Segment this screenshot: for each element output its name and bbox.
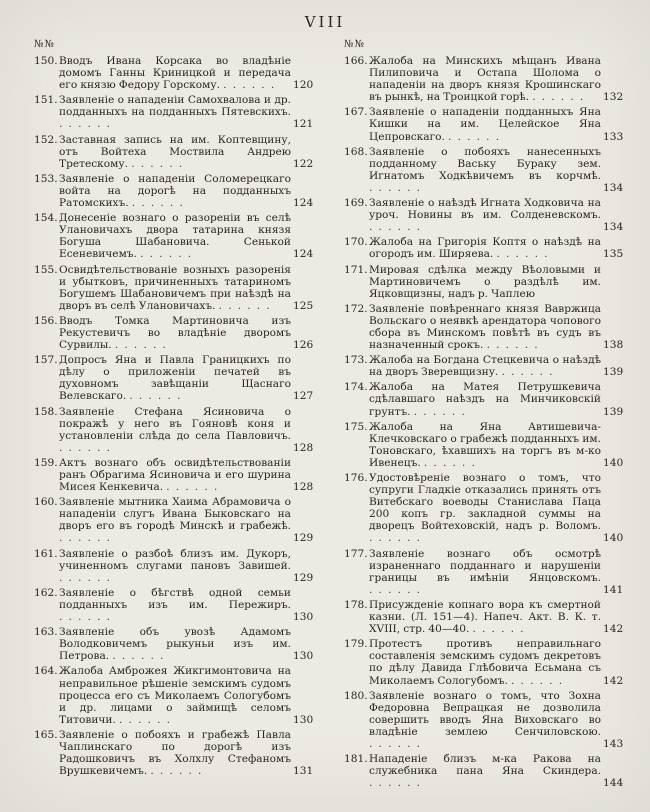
entry-title: Жалоба на Минскихъ мѣщанъ Ивана Пилиповича и Остапа Шолома о нападеніи на дворъ князя Крошинскаго въ рынкѣ, на Троицкой горѣ.	[369, 55, 601, 104]
dot-leader: . . . . . .	[448, 130, 501, 143]
entry-title: Мировая сдѣлка между Вѣоловыми и Мартиновичемъ о раздѣлѣ им. Яцковщизны, надъ р. Чаплею	[369, 263, 601, 300]
entry-title: Заявленіе повѣреннаго князя Вавржица Вольскаго о неявкѣ арендатора чопового сбора въ Минскомъ повѣтѣ въ судъ въ назначенный срокъ.	[369, 302, 601, 352]
entry-number: 170.	[344, 236, 368, 249]
entry-title: Заявленіе о наѣздѣ Игната Ходковича на уроч. Новины въ им. Солденевскомъ.	[369, 197, 601, 222]
entry-title: Допросъ Яна и Павла Границкихъ по дѣлу о приложеніи печатей въ духовномъ завѣщаніи Щаснаго Велевскаго.	[59, 354, 291, 403]
toc-entry: 180.Заявленіе вознаго о томъ, что Зохна Федоровна Вепрацкая не дозволила совершить вводъ Яна Виховскаго во владѣніе землею Сенчиловскою. . . . . . . 143	[344, 689, 624, 750]
entry-number: 158.	[34, 405, 58, 418]
toc-entry: 170.Жалоба на Григорія Коптя о наѣздѣ на огородъ им. Ширяева. . . . . . . 135	[344, 236, 624, 261]
dot-leader: . . . . . .	[532, 91, 585, 104]
dot-leader: . . . . . .	[59, 571, 112, 584]
toc-entry: 173.Жалоба на Богдана Стецкевича о наѣздѣ на дворъ Зверевщизну. . . . . . . 139	[344, 354, 624, 379]
toc-entry: 179.Протестъ противъ неправильнаго составленія земскимъ судомъ декретовъ по дѣлу Давида Глѣбовича Есьмана съ Миколаемъ Сологубомъ. . . . . . . 142	[344, 638, 624, 687]
entry-title: Заявленіе о побояхъ и грабежѣ Павла Чаплинскаго по дорогѣ изъ Радошковичъ въ Холхлу Стефаномъ Врушкевичемъ.	[59, 728, 291, 778]
entry-number: 165.	[34, 728, 58, 741]
toc-entry: 181.Нападеніе близъ м-ка Ракова на служебника пана Яна Скиндера. . . . . . . 144	[344, 753, 624, 790]
dot-leader: . . . . . .	[114, 339, 168, 352]
entry-number: 154.	[34, 212, 58, 225]
dot-leader: . . . . . .	[369, 583, 422, 596]
entry-title: Жалоба на Богдана Стецкевича о наѣздѣ на дворъ Зверевщизну.	[369, 354, 601, 379]
entry-title: Актъ вознаго объ освидѣтельствованіи ранъ Обрагима Ясиновича и его шурина Мисея Кенкевича.	[59, 456, 291, 494]
entry-title: Заявленіе о нападеніи Соломерецкаго войта на дорогѣ на подданныхъ Ратомскихъ.	[59, 172, 291, 210]
entry-number: 160.	[34, 496, 58, 509]
dot-leader: . . . . . .	[369, 181, 422, 194]
dot-leader: . . . . . .	[59, 118, 112, 131]
entry-title: Вводъ Ивана Корсака во владѣніе домомъ Ганны Криницкой и передача его князю Федору Горскому.	[59, 55, 291, 92]
entry-title: Донесеніе вознаго о разореніи въ селѣ Улановичахъ двора татарина князя Богуша Шабановича. Сенькой Есеневичемъ.	[59, 212, 291, 261]
entry-title: Удостовѣреніе вознаго о томъ, что супруги Гладкіе отказались принять отъ Витебскаго воеводы Станислава Паца 200 копъ гр. закладной суммы на дворецъ Войтеховскій, надъ р. Воломъ.	[369, 472, 601, 533]
dot-leader: . . . . . .	[131, 157, 184, 170]
entry-number: 157.	[34, 354, 58, 367]
entry-title: Заявленіе объ увозѣ Адамомъ Володковичемъ рыкуньи изъ им. Петрова.	[59, 626, 291, 663]
toc-entry: 154.Донесеніе вознаго о разореніи въ селѣ Улановичахъ двора татарина князя Богуша Шабановича. Сенькой Есеневичемъ. . . . . . . 124	[34, 212, 314, 261]
dot-leader: . . . . . .	[369, 221, 422, 234]
toc-entry: 160.Заявленіе мытника Хаима Абрамовича о нападеніи слугъ Ивана Быковскаго на дворъ его въ городѣ Минскѣ и грабежѣ. . . . . . . 129	[34, 496, 314, 545]
toc-entry: 162.Заявленіе о бѣгствѣ одной семьи подданныхъ изъ им. Пережиръ. . . . . . . 130	[34, 586, 314, 624]
toc-entry: 152.Заставная запись на им. Коптевщину, отъ Войтеха Моствила Андрею Третескому. . . . . . . 122	[34, 133, 314, 170]
dot-leader: . . . . . .	[369, 737, 422, 750]
toc-entry: 153.Заявленіе о нападеніи Соломерецкаго войта на дорогѣ на подданныхъ Ратомскихъ. . . . . . . 124	[34, 172, 314, 210]
entry-number: 156.	[34, 314, 58, 327]
entry-number: 174.	[344, 381, 368, 394]
toc-entry: 166.Жалоба на Минскихъ мѣщанъ Ивана Пилиповича и Остапа Шолома о нападеніи на дворъ князя Крошинскаго въ рынкѣ, на Троицкой горѣ. . . . . . . 132	[344, 55, 624, 104]
numbers-column-header-left: №№	[34, 39, 55, 50]
toc-columns	[0, 31, 650, 792]
toc-entry	[344, 264, 628, 300]
toc-entry: 159.Актъ вознаго объ освидѣтельствованіи ранъ Обрагима Ясиновича и его шурина Мисея Кенкевича. . . . . . . 128	[34, 456, 314, 494]
toc-entry: 164.Жалоба Амброжея Жикгимонтовича на неправильное рѣшеніе земскимъ судомъ процесса его съ Миколаемъ Сологубомъ и др. лицами о займищѣ селомъ Титовичи. . . . . . . 130	[34, 665, 314, 726]
page-number-roman: VIII	[304, 13, 346, 31]
toc-entries-right	[344, 55, 628, 789]
entry-number: 167.	[344, 106, 368, 119]
dot-leader: . . . . . .	[496, 248, 549, 261]
dot-leader: . . . . . .	[59, 532, 112, 545]
entry-number: 173.	[344, 354, 368, 367]
entry-title: Жалоба на Матея Петрушкевича сдѣлавшаго наѣздъ на Минчиковскій грунтъ.	[369, 381, 601, 418]
dot-leader: . . . . . .	[511, 674, 564, 687]
entry-title: Заявленіе вознаго объ осмотрѣ израненнаго подданнаго и нарушеніи границы въ имѣніи Янцовскомъ.	[369, 547, 601, 584]
toc-entry: 165.Заявленіе о побояхъ и грабежѣ Павла Чаплинскаго по дорогѣ изъ Радошковичъ въ Холхлу Стефаномъ Врушкевичемъ. . . . . . . 131	[34, 728, 314, 778]
dot-leader: . . . . . .	[413, 405, 467, 418]
toc-entry: 178.Присужденіе копнаго вора къ смертной казни. (Л. 151—4). Напеч. Акт. В. К. т. XVIII, стр. 40—40. . . . . . . 142	[344, 598, 624, 636]
dot-leader: . . . . . .	[486, 339, 540, 352]
toc-entry: 177.Заявленіе вознаго объ осмотрѣ израненнаго подданнаго и нарушеніи границы въ имѣніи Янцовскомъ. . . . . . . 141	[344, 547, 624, 596]
entry-number: 164.	[34, 665, 58, 678]
toc-entry: 161.Заявленіе о разбоѣ близъ им. Дукоръ, учиненномъ слугами пановъ Завишей. . . . . . . 129	[34, 547, 314, 584]
entry-number: 181.	[344, 753, 368, 766]
dot-leader: . . . . . .	[223, 79, 276, 92]
dot-leader: . . . . . .	[131, 197, 185, 210]
entry-number: 179.	[344, 638, 368, 651]
entry-title: Заявленіе о разбоѣ близъ им. Дукоръ, учиненномъ слугами пановъ Завишей.	[59, 547, 291, 572]
entry-title: Заявленіе о побояхъ нанесенныхъ подданному Ваську Бураку зем. Игнатомъ Ходкѣвичемъ въ корчмѣ.	[369, 145, 601, 182]
entry-title: Заявленіе о нападеніи подданныхъ Яна Кишки на им. Целейское Яна Цепровскаго.	[369, 106, 601, 143]
dot-leader: . . . . . .	[59, 611, 112, 624]
entry-title: Протестъ противъ неправильнаго составленія земскимъ судомъ декретовъ по дѣлу Давида Глѣбовича Есьмана съ Миколаемъ Сологубомъ.	[369, 638, 601, 687]
toc-entry: 158.Заявленіе Стефана Ясиновича о покражѣ у него въ Гояновѣ коня и установленіи слѣда до села Павловичъ. . . . . . . 128	[34, 405, 314, 454]
toc-entry: 169.Заявленіе о наѣздѣ Игната Ходковича на уроч. Новины въ им. Солденевскомъ. . . . . . . 134	[344, 197, 624, 234]
entry-number: 166.	[344, 55, 368, 67]
entry-number: 180.	[344, 689, 368, 702]
dot-leader: . . . . . .	[112, 650, 165, 663]
dot-leader: . . . . . .	[369, 777, 422, 790]
entry-number: 159.	[34, 456, 58, 469]
entry-number: 171.	[344, 263, 368, 276]
entry-title: Освидѣтельствованіе возныхъ разоренія и убытковъ, причиненныхъ татариномъ Богушемъ Шабановичемъ при наѣздѣ на дворъ въ селѣ Улановичахъ.	[59, 263, 291, 312]
toc-entry: 168.Заявленіе о побояхъ нанесенныхъ подданному Ваську Бураку зем. Игнатомъ Ходкѣвичемъ въ корчмѣ. . . . . . . 134	[344, 145, 624, 194]
entry-number: 162.	[34, 586, 58, 599]
dot-leader: . . . . . .	[129, 390, 182, 403]
dot-leader: . . . . . .	[119, 713, 172, 726]
dot-leader: . . . . . .	[150, 765, 203, 778]
entry-title: Заявленіе Стефана Ясиновича о покражѣ у него въ Гояновѣ коня и установленіи слѣда до села Павловичъ.	[59, 405, 291, 442]
entry-number: 152.	[34, 133, 58, 146]
entry-number: 169.	[344, 197, 368, 210]
entry-number: 168.	[344, 145, 368, 158]
toc-entry: 167.Заявленіе о нападеніи подданныхъ Яна Кишки на им. Целейское Яна Цепровскаго. . . . . . . 133	[344, 106, 624, 143]
toc-entry: 176.Удостовѣреніе вознаго о томъ, что супруги Гладкіе отказались принять отъ Витебскаго воеводы Станислава Паца 200 копъ гр. закладной суммы на дворецъ Войтеховскій, надъ р. Воломъ. . . . . . . 140	[344, 472, 624, 545]
toc-entry: 157.Допросъ Яна и Павла Границкихъ по дѣлу о приложеніи печатей въ духовномъ завѣщаніи Щаснаго Велевскаго. . . . . . . 127	[34, 354, 314, 403]
entry-number: 155.	[34, 263, 58, 276]
toc-column-right	[344, 39, 628, 792]
toc-entry: 172.Заявленіе повѣреннаго князя Вавржица Вольскаго о неявкѣ арендатора чопового сбора въ Минскомъ повѣтѣ въ судъ въ назначенный срокъ. . . . . . . 138	[344, 302, 624, 352]
entry-title: Жалоба на Григорія Коптя о наѣздѣ на огородъ им. Ширяева.	[369, 236, 601, 261]
toc-entry: 150.Вводъ Ивана Корсака во владѣніе домомъ Ганны Криницкой и передача его князю Федору Горскому. . . . . . . 120	[34, 55, 314, 92]
toc-entries-left	[34, 55, 318, 777]
dot-leader: . . . . . .	[59, 441, 112, 454]
dot-leader: . . . . . .	[472, 623, 526, 636]
entry-number: 176.	[344, 472, 368, 484]
toc-entry: 163.Заявленіе объ увозѣ Адамомъ Володковичемъ рыкуньи изъ им. Петрова. . . . . . . 130	[34, 626, 314, 663]
entry-title: Заявленіе мытника Хаима Абрамовича о нападеніи слугъ Ивана Быковскаго на дворъ его въ городѣ Минскѣ и грабежѣ.	[59, 496, 291, 533]
entry-number: 177.	[344, 547, 368, 560]
entry-title: Заявленіе о нападеніи Самохвалова и др. подданныхъ на подданныхъ Пятевскихъ.	[59, 94, 291, 119]
entry-title: Жалоба на Яна Автишевича-Клечковскаго о грабежѣ подданныхъ им. Тоновскаго, ѣхавшихъ на торгъ въ м-ко Ивенецъ.	[369, 420, 601, 469]
toc-column-left	[34, 39, 318, 792]
numbers-column-header-right: №№	[344, 39, 365, 50]
dot-leader: . . . . . .	[501, 366, 555, 379]
entry-number: 161.	[34, 547, 58, 560]
entry-number: 172.	[344, 302, 368, 315]
toc-entry: 156.Вводъ Томка Мартиновича изъ Рекустевичъ во владѣніе дворомъ Сурвилы. . . . . . . 126	[34, 314, 314, 352]
entry-number: 150.	[34, 55, 58, 67]
entry-title: Присужденіе копнаго вора къ смертной казни. (Л. 151—4). Напеч. Акт. В. К. т. XVIII, стр. 40—40.	[369, 598, 601, 636]
dot-leader: . . . . . .	[140, 248, 193, 261]
entry-title: Нападеніе близъ м-ка Ракова на служебника пана Яна Скиндера.	[369, 753, 601, 778]
dot-leader: . . . . . .	[369, 532, 422, 545]
toc-entry: 174.Жалоба на Матея Петрушкевича сдѣлавшаго наѣздъ на Минчиковскій грунтъ. . . . . . . 139	[344, 381, 624, 418]
entry-number: 153.	[34, 172, 58, 185]
toc-entry: 155.Освидѣтельствованіе возныхъ разоренія и убытковъ, причиненныхъ татариномъ Богушемъ Шабановичемъ при наѣздѣ на дворъ въ селѣ Улановичахъ. . . . . . . 125	[34, 263, 314, 312]
entry-title: Заявленіе о бѣгствѣ одной семьи подданныхъ изъ им. Пережиръ.	[59, 586, 291, 611]
dot-leader: . . . . . .	[166, 481, 219, 494]
entry-title: Заставная запись на им. Коптевщину, отъ Войтеха Моствила Андрею Третескому.	[59, 133, 291, 170]
entry-number: 175.	[344, 420, 368, 433]
entry-number: 151.	[34, 94, 58, 107]
toc-entry: 175.Жалоба на Яна Автишевича-Клечковскаго о грабежѣ подданныхъ им. Тоновскаго, ѣхавшихъ на торгъ въ м-ко Ивенецъ. . . . . . . 140	[344, 420, 624, 469]
entry-title: Жалоба Амброжея Жикгимонтовича на неправильное рѣшеніе земскимъ судомъ процесса его съ Миколаемъ Сологубомъ и др. лицами о займищѣ селомъ Титовичи.	[59, 665, 291, 726]
dot-leader: . . . . . .	[423, 456, 477, 469]
entry-title: Вводъ Томка Мартиновича изъ Рекустевичъ во владѣніе дворомъ Сурвилы.	[59, 314, 291, 352]
entry-number: 178.	[344, 598, 368, 611]
dot-leader: . . . . . .	[218, 299, 272, 312]
entry-title: Заявленіе вознаго о томъ, что Зохна Федоровна Вепрацкая не дозволила совершить вводъ Яна Виховскаго во владѣніе землею Сенчиловскою.	[369, 689, 601, 738]
toc-entry: 151.Заявленіе о нападеніи Самохвалова и др. подданныхъ на подданныхъ Пятевскихъ. . . . . . . 121	[34, 94, 314, 131]
entry-number: 163.	[34, 626, 58, 639]
